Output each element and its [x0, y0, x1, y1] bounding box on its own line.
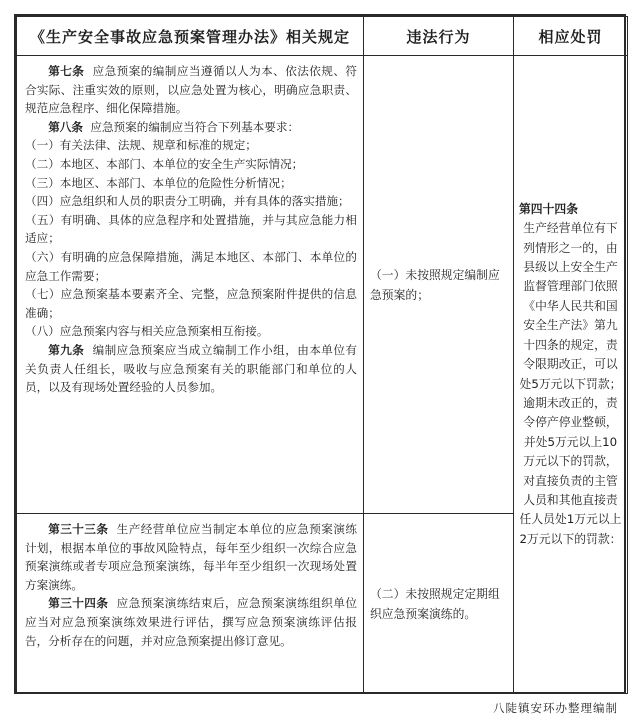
- article-text: 应急预案的编制应当遵循以人为本、依法依规、符合实际、注重实效的原则，以应急处置为核心，明确应急职责、规范应急程序、细化保障措施。: [25, 64, 357, 116]
- list-item: （五）有明确、具体的应急程序和处置措施，并与其应急能力相适应；: [25, 212, 357, 246]
- regulation-table: [16, 16, 628, 694]
- list-item: （四）应急组织和人员的职责分工明确，并有具体的落实措施；: [25, 194, 350, 209]
- article-text: 编制应急预案应当成立编制工作小组，由本单位有关负责人任组长，吸收与应急预案有关的职能部门和单位的人员，以及有现场处置经验的人员参加。: [25, 342, 357, 395]
- header-penalty: 相应处罚: [514, 17, 628, 56]
- article-label: 第九条: [48, 342, 85, 357]
- penalty-text: 生产经营单位有下列情形之一的，由县级以上安全生产监督管理部门依照《中华人民共和国安全生产法》第九十四条的规定，责令限期改正，可以处5万元以下罚款；逾期未改正的，责令停产停业整顿，并处5万元以上10万元以下的罚款，对直接负责的主管人员和其他直接责任人员处1万元以上2万元以下的罚款：: [519, 221, 622, 546]
- list-item: （八）应急预案内容与相关应急预案相互衔接。: [25, 324, 269, 339]
- article-text: 应急预案演练结束后，应急预案演练组织单位应当对应急预案演练效果进行评估，撰写应急预案演练评估报告，分析存在的问题，并对应急预案提出修订意见。: [25, 596, 357, 648]
- regulations-cell-2: [17, 514, 364, 694]
- violation-cell-1: （一）未按照规定编制应急预案的；: [364, 56, 514, 514]
- article-text: 生产经营单位应当制定本单位的应急预案演练计划，根据本单位的事故风险特点，每年至少组织一次综合应急预案演练或者专项应急预案演练，每半年至少组织一次现场处置方案演练。: [25, 522, 357, 592]
- list-item: （六）有明确的应急保障措施，满足本地区、本部门、本单位的应急工作需要；: [25, 249, 357, 283]
- article-8: [25, 118, 357, 137]
- regulations-cell-1: [17, 56, 364, 514]
- header-regulations: 《生产安全事故应急预案管理办法》相关规定: [17, 17, 364, 56]
- penalty-cell: [514, 56, 628, 694]
- article-label: 第八条: [48, 119, 83, 134]
- article-label: 第三十三条: [48, 522, 109, 536]
- article-7: [25, 62, 357, 118]
- article-label: 第三十四条: [48, 596, 109, 611]
- table-row: [17, 56, 628, 514]
- regulation-table-frame: [14, 14, 626, 694]
- footer-credit: 八陡镇安环办整理编制: [493, 701, 618, 715]
- table-header-row: [17, 17, 628, 56]
- header-violation: 违法行为: [364, 17, 514, 56]
- article-9: [25, 341, 357, 397]
- article-33: [25, 520, 357, 594]
- violation-cell-2: （二）未按照规定定期组织应急预案演练的。: [364, 514, 514, 694]
- article-34: [25, 594, 357, 650]
- article-label: 第七条: [48, 64, 85, 78]
- list-item: （一）有关法律、法规、规章和标准的规定；: [25, 138, 257, 153]
- list-item: （七）应急预案基本要素齐全、完整，应急预案附件提供的信息准确；: [25, 287, 357, 320]
- list-item: （三）本地区、本部门、本单位的危险性分析情况；: [25, 175, 292, 190]
- list-item: （二）本地区、本部门、本单位的安全生产实际情况；: [25, 156, 304, 171]
- article-text: 应急预案的编制应当符合下列基本要求：: [90, 119, 300, 134]
- penalty-article-label: 第四十四条: [519, 201, 578, 216]
